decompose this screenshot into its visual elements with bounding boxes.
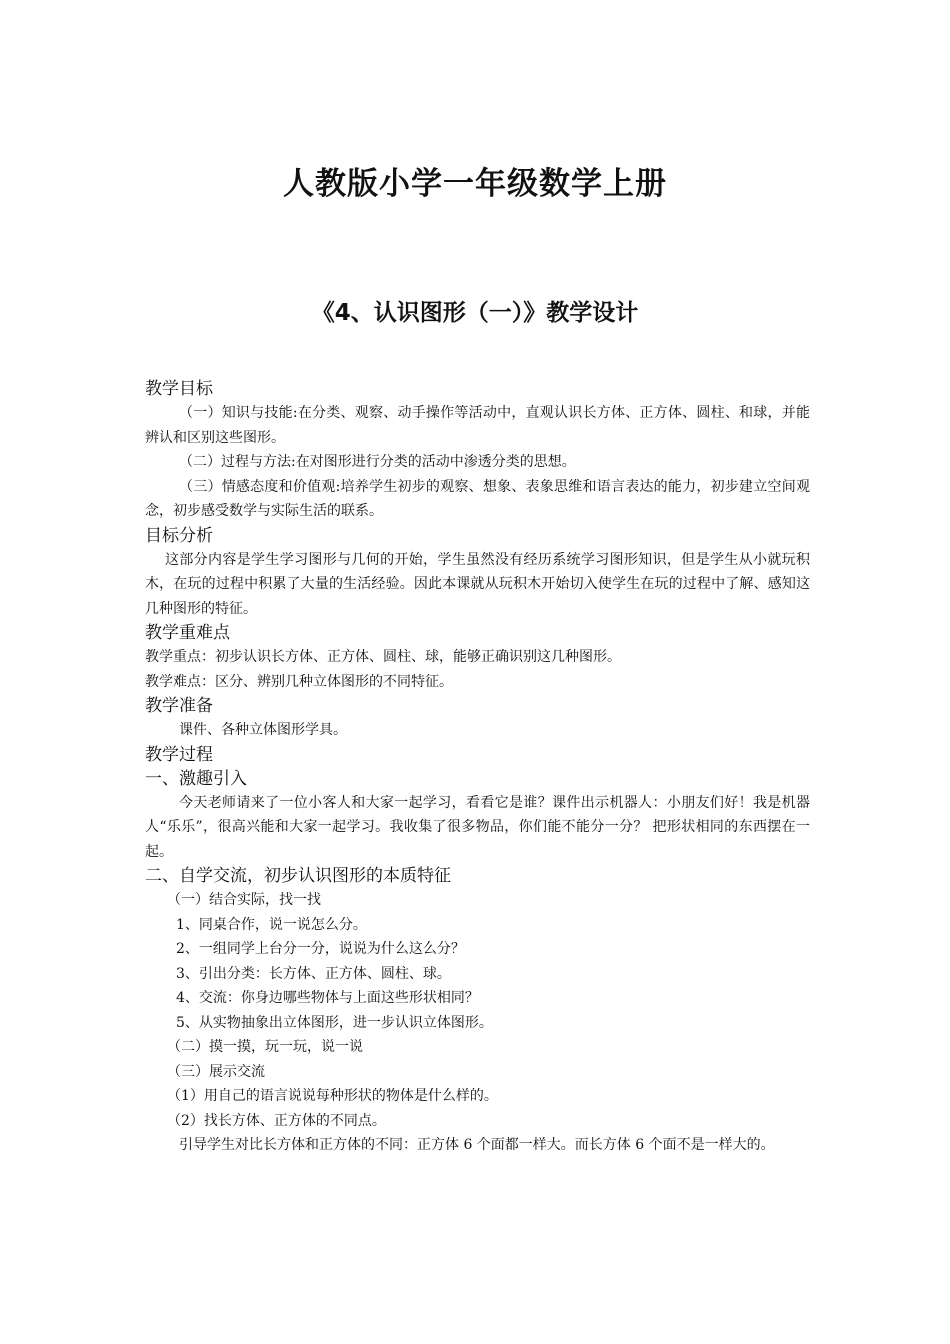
document-title: 人教版小学一年级数学上册	[283, 166, 667, 202]
section-2-sub-3: （三）展示交流	[167, 1063, 265, 1080]
step-item: 4、交流：你身边哪些物体与上面这些形状相同？	[176, 990, 479, 1006]
analysis-text: 这部分内容是学生学习图形与几何的开始，学生虽然没有经历系统学习图形知识，但是学生从小就玩积木，在玩的过程中积累了大量的生活经验。因此本课就从玩积木开始切入使学生在玩的过程中了解、感知这几种图形的特征。	[145, 551, 810, 617]
document-subtitle: 《4、认识图形（一）》教学设计	[311, 300, 639, 326]
section-1-text: 今天老师请来了一位小客人和大家一起学习，看看它是谁？课件出示机器人：小朋友们好！我是机器人“乐乐”，很高兴能和大家一起学习。我收集了很多物品，你们能不能分一分？ 把形状相同的东西摆在一起。	[145, 794, 810, 860]
prep-text: 课件、各种立体图形学具。	[179, 722, 347, 738]
step-item: 2、一组同学上台分一分，说说为什么这么分？	[176, 941, 465, 957]
goal-item-1: （一）知识与技能:在分类、观察、动手操作等活动中，直观认识长方体、正方体、圆柱、和球，并能辨认和区别这些图形。	[145, 405, 810, 446]
question-1: （1）用自己的语言说说每种形状的物体是什么样的。	[167, 1088, 498, 1104]
key-point: 教学重点：初步认识长方体、正方体、圆柱、球，能够正确识别这几种图形。	[145, 649, 621, 665]
prep-heading: 教学准备	[145, 696, 213, 716]
section-2-sub-2: （二）摸一摸，玩一玩，说一说	[167, 1039, 363, 1055]
analysis-heading: 目标分析	[145, 525, 213, 546]
section-2-heading: 二、自学交流，初步认识图形的本质特征	[145, 866, 451, 886]
conclusion-text: 引导学生对比长方体和正方体的不同：正方体 6 个面都一样大。而长方体 6 个面不是一样大的。	[179, 1137, 775, 1153]
difficult-point: 教学难点：区分、辨别几种立体图形的不同特征。	[145, 673, 453, 690]
question-2: （2）找长方体、正方体的不同点。	[167, 1112, 386, 1129]
section-1-heading: 一、激趣引入	[145, 768, 247, 789]
step-item: 3、引出分类：长方体、正方体、圆柱、球。	[176, 965, 451, 982]
step-item: 5、从实物抽象出立体图形，进一步认识立体图形。	[176, 1014, 493, 1031]
step-item: 1、同桌合作，说一说怎么分。	[176, 916, 367, 933]
section-2-sub-1: （一）结合实际，找一找	[167, 892, 321, 908]
goal-item-2: （二）过程与方法:在对图形进行分类的活动中渗透分类的思想。	[179, 454, 576, 470]
goal-item-3: （三）情感态度和价值观:培养学生初步的观察、想象、表象思维和语言表达的能力，初步建立空间观念，初步感受数学与实际生活的联系。	[145, 478, 810, 519]
goals-heading: 教学目标	[145, 379, 213, 399]
document-body	[145, 377, 810, 1158]
keypoints-heading: 教学重难点	[145, 623, 230, 643]
process-heading: 教学过程	[145, 744, 213, 765]
